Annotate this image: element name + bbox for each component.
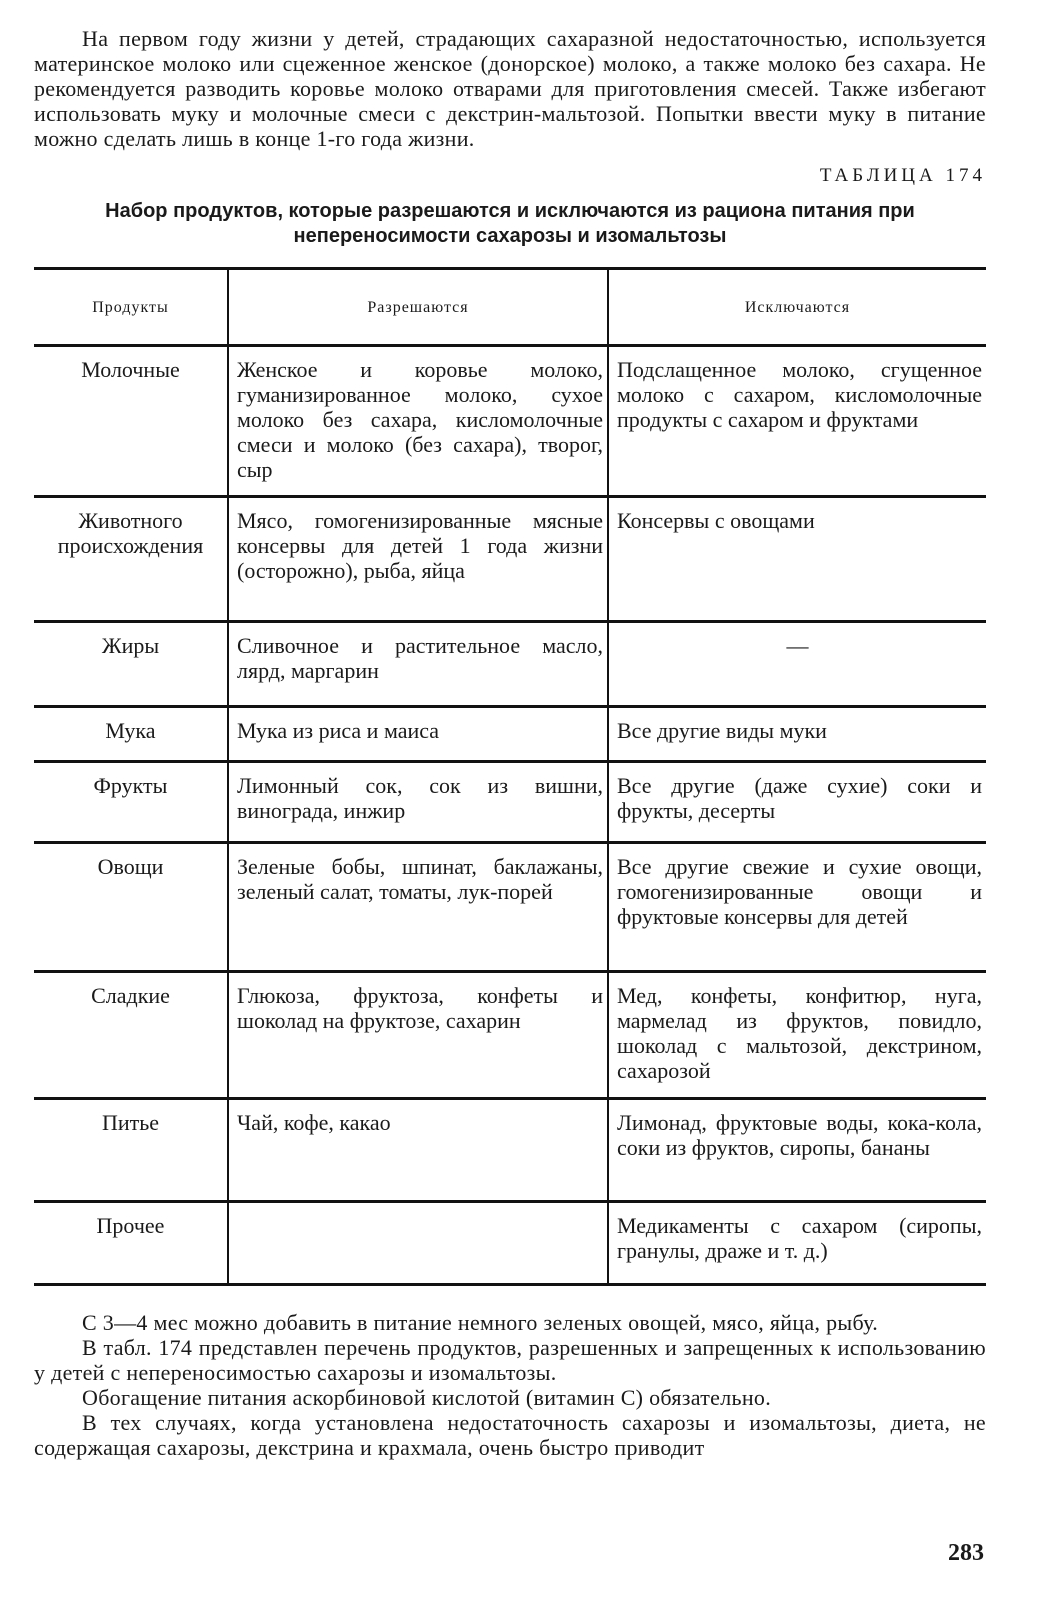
allowed-cell — [228, 1202, 608, 1285]
table-row — [34, 972, 986, 1099]
header-allowed: Разрешаются — [228, 269, 608, 346]
page-content — [34, 26, 986, 1460]
category-cell: Фрукты — [34, 762, 228, 843]
excluded-cell: Медикаменты с сахаром (сиропы, гранулы, драже и т. д.) — [608, 1202, 986, 1285]
closing-text — [34, 1310, 986, 1460]
excluded-cell: Все другие (даже сухие) соки и фрукты, десерты — [608, 762, 986, 843]
allowed-cell: Глюкоза, фруктоза, конфеты и шоколад на фруктозе, сахарин — [228, 972, 608, 1099]
header-excluded: Исключаются — [608, 269, 986, 346]
table-row — [34, 497, 986, 622]
excluded-cell: — — [608, 622, 986, 707]
allowed-cell: Лимонный сок, сок из вишни, винограда, инжир — [228, 762, 608, 843]
allowed-cell: Сливочное и растительное масло, лярд, маргарин — [228, 622, 608, 707]
table-header-row — [34, 269, 986, 346]
allowed-cell: Мясо, гомогенизированные мясные консервы для детей 1 года жизни (осторожно), рыба, яйца — [228, 497, 608, 622]
category-cell: Мука — [34, 707, 228, 762]
allowed-cell: Чай, кофе, какао — [228, 1099, 608, 1202]
excluded-cell: Консервы с овощами — [608, 497, 986, 622]
category-cell: Сладкие — [34, 972, 228, 1099]
category-cell: Питье — [34, 1099, 228, 1202]
table-title: Набор продуктов, которые разрешаются и исключаются из рациона питания при непереносимости сахарозы и изомальтозы — [105, 200, 915, 247]
table-row — [34, 843, 986, 972]
excluded-cell: Все другие свежие и сухие овощи, гомогенизированные овощи и фруктовые консервы для детей — [608, 843, 986, 972]
paragraph: В табл. 174 представлен перечень продуктов, разрешенных и запрещенных к использованию у детей с непереносимостью сахарозы и изомальтозы. — [34, 1335, 986, 1385]
excluded-cell: Все другие виды муки — [608, 707, 986, 762]
products-table — [34, 267, 986, 1286]
paragraph: В тех случаях, когда установлена недостаточность сахарозы и изомальтозы, диета, не содержащая сахарозы, декстрина и крахмала, очень быстро приводит — [34, 1410, 986, 1460]
table-row — [34, 622, 986, 707]
category-cell: Прочее — [34, 1202, 228, 1285]
page-number: 283 — [948, 1540, 984, 1566]
category-cell: Молочные — [34, 346, 228, 497]
table-number-label: ТАБЛИЦА 174 — [819, 165, 986, 186]
excluded-cell: Лимонад, фруктовые воды, кока-кола, соки из фруктов, сиропы, бананы — [608, 1099, 986, 1202]
paragraph: Обогащение питания аскорбиновой кислотой (витамин С) обязательно. — [82, 1385, 772, 1410]
excluded-cell: Мед, конфеты, конфитюр, нуга, мармелад из фруктов, повидло, шоколад с мальтозой, декстрином, сахарозой — [608, 972, 986, 1099]
category-cell: Овощи — [34, 843, 228, 972]
intro-paragraph: На первом году жизни у детей, страдающих сахаразной недостаточностью, используется материнское молоко или сцеженное женское (донорское) молоко, а также молоко без сахара. Не рекомендуется разводить коровье молоко отварами для приготовления смесей. Также избегают использовать муку и молочные смеси с декстрин-мальтозой. Попытки ввести муку в питание можно сделать лишь в конце 1-го года жизни. — [34, 26, 986, 151]
allowed-cell: Мука из риса и маиса — [228, 707, 608, 762]
excluded-cell: Подслащенное молоко, сгущенное молоко с сахаром, кисломолочные продукты с сахаром и фруктами — [608, 346, 986, 497]
table-row — [34, 1202, 986, 1285]
table-row — [34, 1099, 986, 1202]
paragraph: С 3—4 мес можно добавить в питание немного зеленых овощей, мясо, яйца, рыбу. — [82, 1310, 879, 1335]
table-row — [34, 762, 986, 843]
header-products: Продукты — [34, 269, 228, 346]
table-row — [34, 707, 986, 762]
category-cell: Животного происхождения — [34, 497, 228, 622]
table-row — [34, 346, 986, 497]
allowed-cell: Женское и коровье молоко, гуманизированное молоко, сухое молоко без сахара, кисломолочные смеси и молоко (без сахара), творог, сыр — [228, 346, 608, 497]
allowed-cell: Зеленые бобы, шпинат, баклажаны, зеленый салат, томаты, лук-порей — [228, 843, 608, 972]
category-cell: Жиры — [34, 622, 228, 707]
